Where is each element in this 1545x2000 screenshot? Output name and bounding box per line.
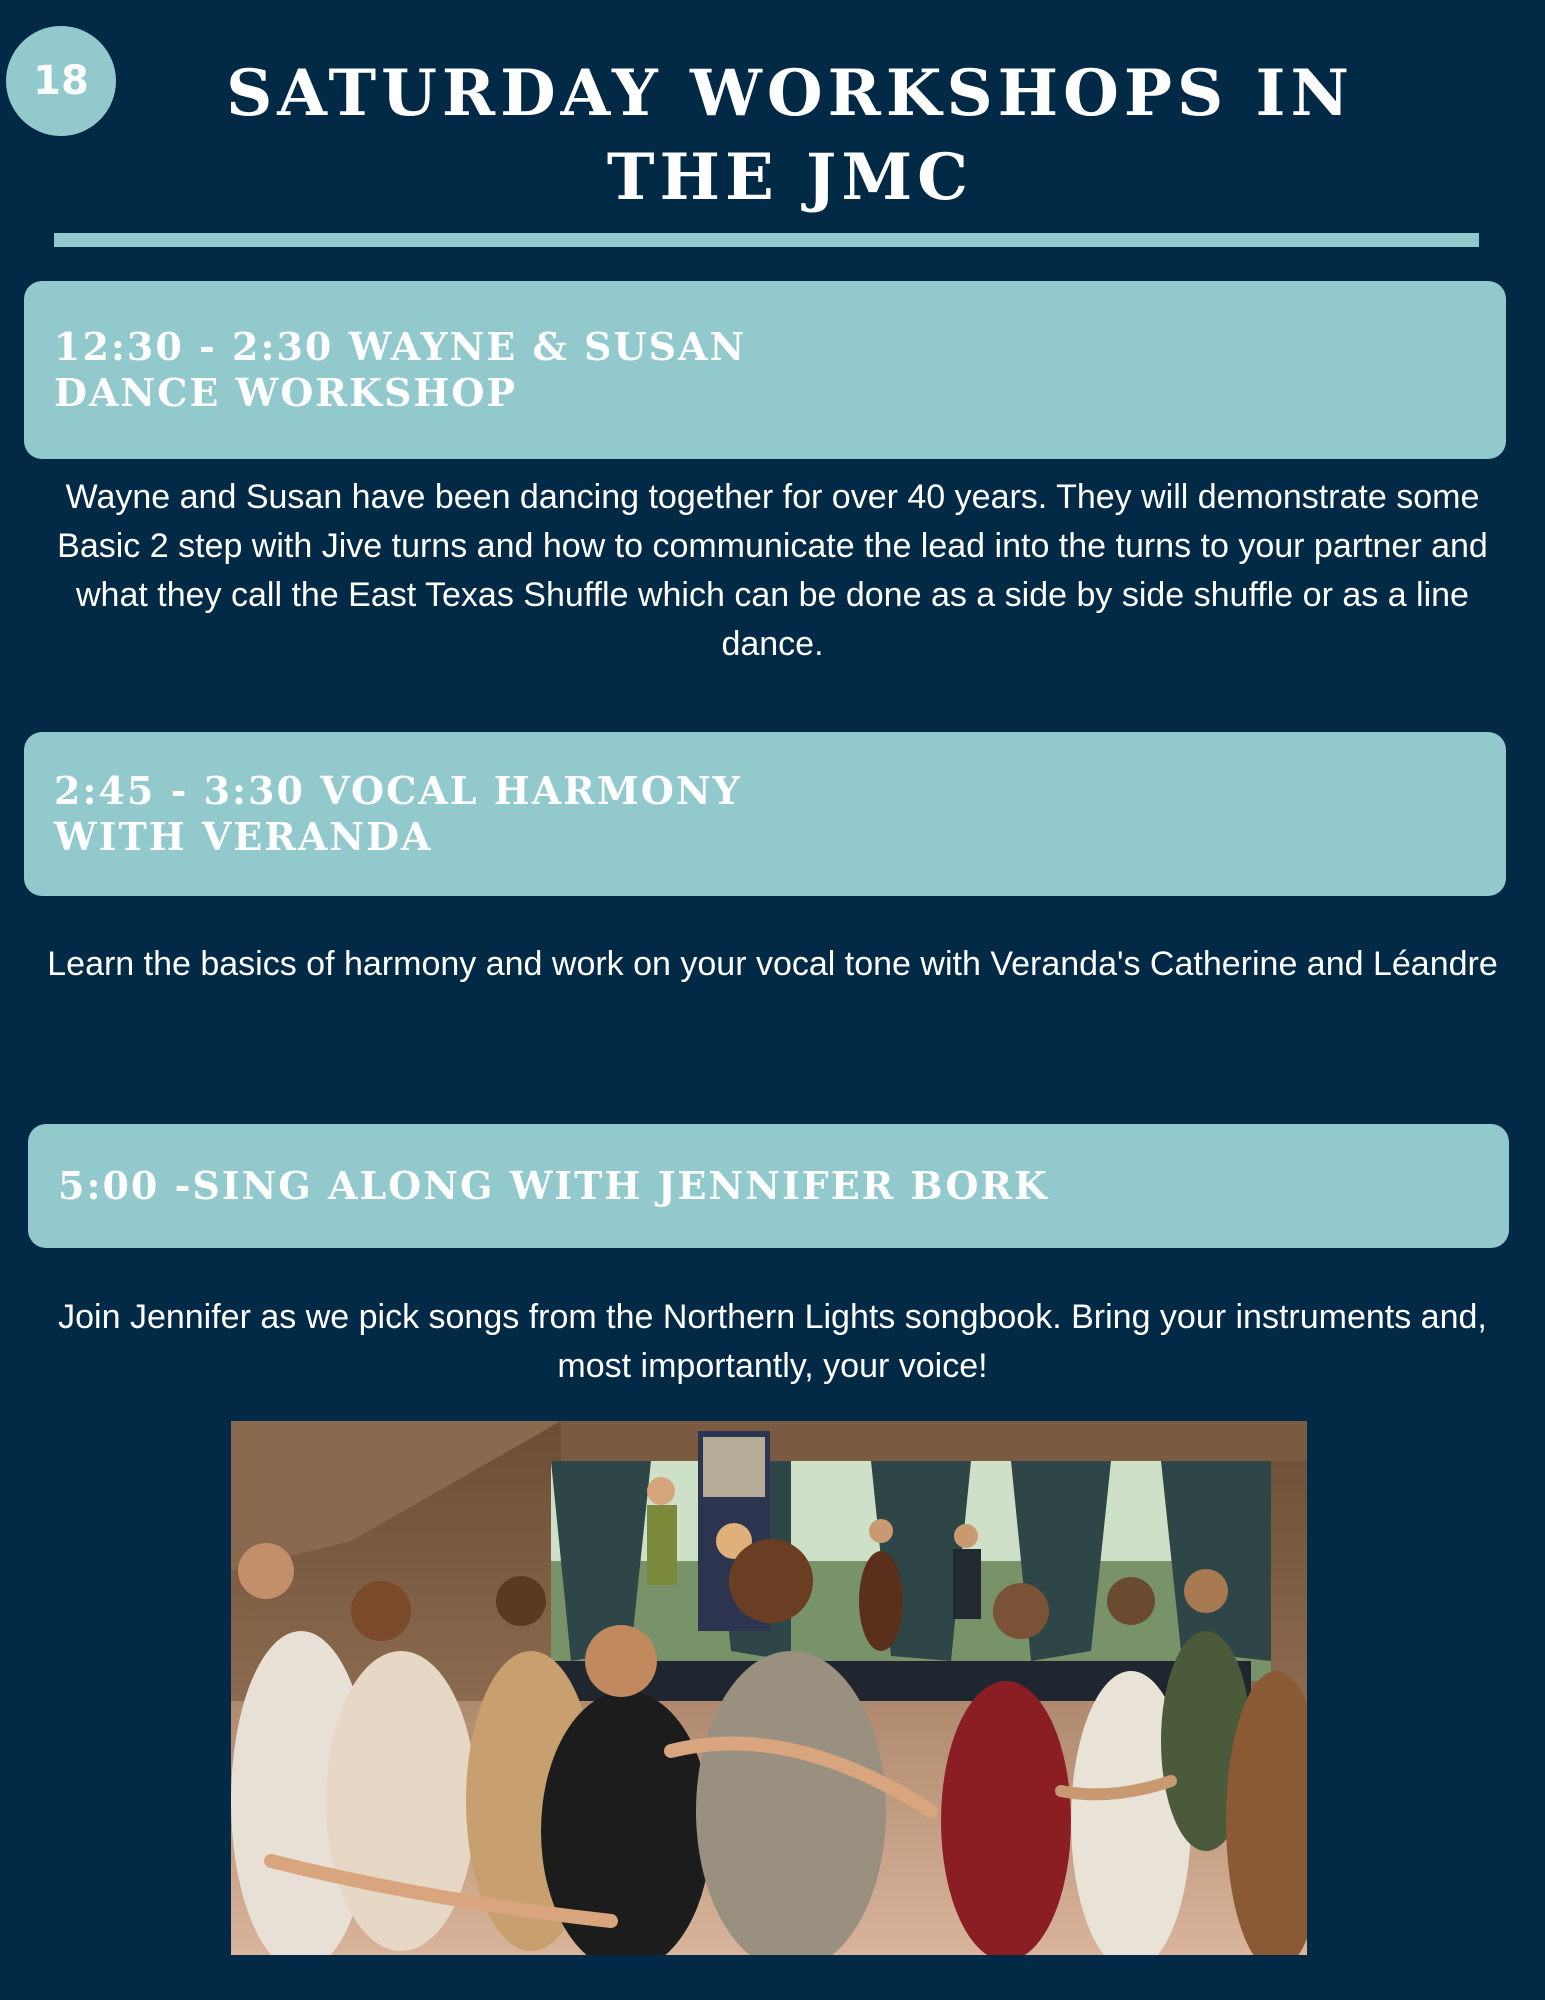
workshop-heading-sing-along: 5:00 -SING ALONG WITH JENNIFER BORK <box>58 1163 1050 1208</box>
workshop-description-dance: Wayne and Susan have been dancing together for over 40 years. They will demonstrate some Basic 2 step with Jive turns and how to communicate the lead into the turns to your partner and what they call the East Texas Shuffle which can be done as a side by side shuffle or as a line dance. <box>57 478 1488 663</box>
workshop-banner-vocal-harmony <box>24 732 1506 896</box>
page-number-badge: 18 <box>6 26 116 136</box>
workshop-description-sing-along: Join Jennifer as we pick songs from the Northern Lights songbook. Bring your instruments and, most importantly, your voice! <box>58 1298 1487 1385</box>
dance-workshop-photo <box>231 1421 1307 1955</box>
title-divider <box>54 233 1479 247</box>
workshop-banner-dance <box>24 281 1506 459</box>
workshop-heading-dance: 12:30 - 2:30 WAYNE & SUSAN DANCE WORKSHOP <box>54 324 747 415</box>
workshop-heading-vocal-harmony: 2:45 - 3:30 VOCAL HARMONY WITH VERANDA <box>54 768 742 859</box>
workshop-banner-sing-along <box>28 1124 1509 1248</box>
page-title: SATURDAY WORKSHOPS IN THE JMC <box>226 56 1354 215</box>
workshop-description-vocal-harmony: Learn the basics of harmony and work on your vocal tone with Veranda's Catherine and Léandre <box>47 945 1498 983</box>
